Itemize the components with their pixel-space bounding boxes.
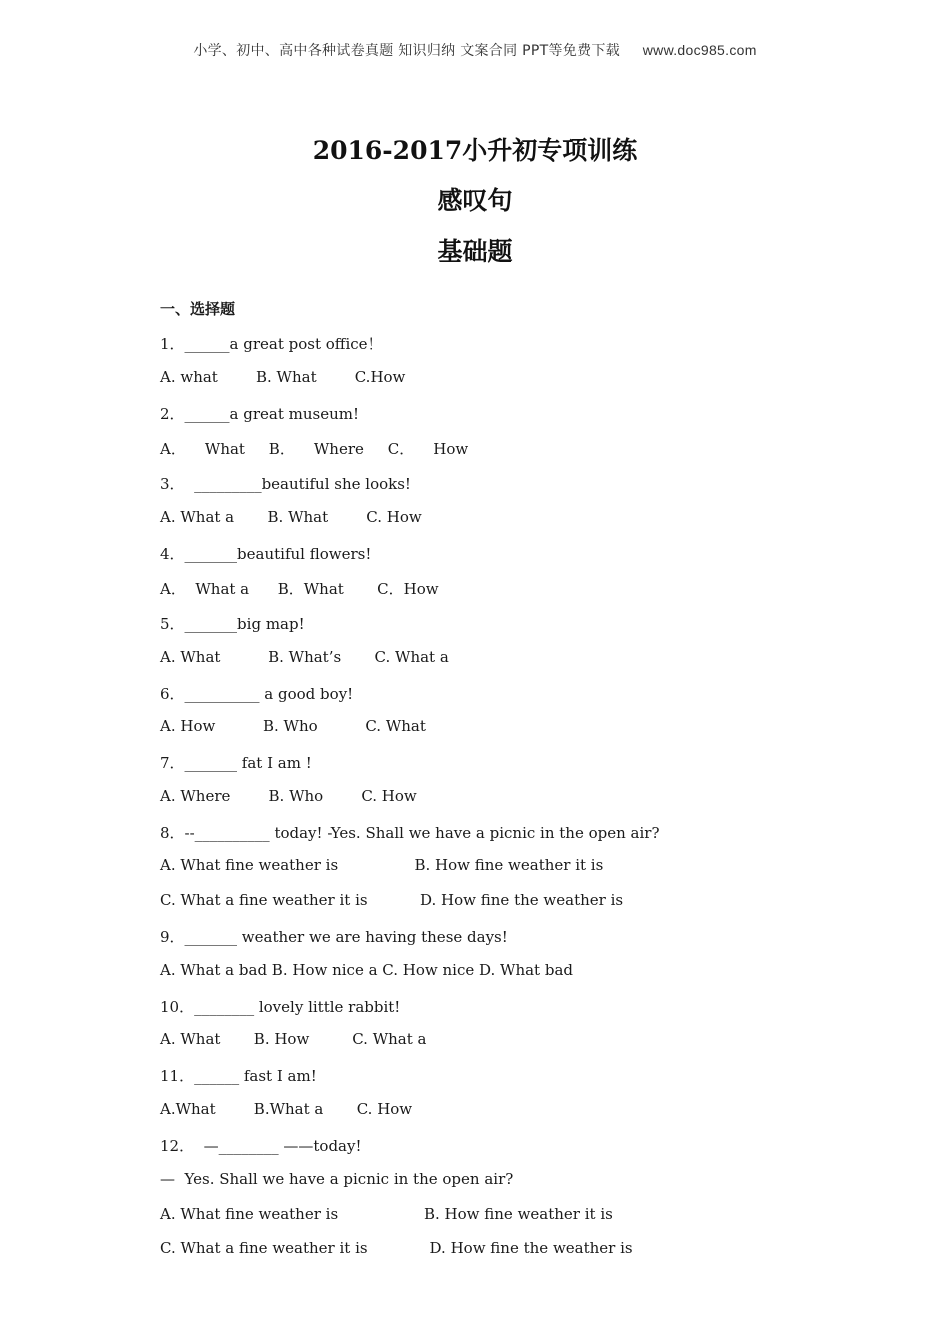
options-4: A． What a B．What C．How <box>160 580 439 598</box>
options-12-ab: A. What fine weather is B. How fine weather it is <box>160 1205 613 1223</box>
options-8-ab: A. What fine weather is B. How fine weather it is <box>160 856 604 874</box>
options-2: A． What B． Where C． How <box>160 440 469 458</box>
question-10: 10．________ lovely little rabbit! <box>160 998 401 1016</box>
options-3: A. What a B. What C. How <box>160 508 422 526</box>
question-8: 8．--__________ today! -Yes. Shall we have a picnic in the open air? <box>160 824 660 842</box>
question-4: 4．_______beautiful flowers! <box>160 545 372 563</box>
page-header <box>0 40 950 60</box>
options-12-cd: C. What a fine weather it is D. How fine the weather is <box>160 1239 633 1257</box>
options-5: A. What B. What’s C. What a <box>160 648 449 666</box>
question-12-reply: — Yes. Shall we have a picnic in the open air? <box>160 1170 514 1188</box>
question-3: 3． _________beautiful she looks! <box>160 475 411 493</box>
question-11: 11．______ fast I am! <box>160 1067 317 1085</box>
section-heading: 一、选择题 <box>160 300 236 318</box>
header-text: 小学、初中、高中各种试卷真题 知识归纳 文案合同 PPT等免费下载 <box>193 43 620 59</box>
options-11: A.What B.What a C. How <box>160 1100 413 1118</box>
question-9: 9．_______ weather we are having these days! <box>160 928 508 946</box>
question-1: 1．______a great post office！ <box>160 335 383 353</box>
document-subtitle: 感叹句 <box>437 186 513 215</box>
options-6: A. How B. Who C. What <box>160 717 426 735</box>
question-12: 12． —________ ——today! <box>160 1137 362 1155</box>
options-9: A. What a bad B. How nice a C. How nice D. What bad <box>160 961 573 979</box>
options-7: A. Where B. Who C. How <box>160 787 417 805</box>
question-6: 6．__________ a good boy! <box>160 685 354 703</box>
header-url[interactable]: www.doc985.com <box>642 42 757 58</box>
question-7: 7．_______ fat I am ! <box>160 754 312 772</box>
document-level: 基础题 <box>437 237 513 266</box>
document-title: 2016-2017小升初专项训练 <box>312 136 638 165</box>
options-8-cd: C. What a fine weather it is D. How fine the weather is <box>160 891 624 909</box>
question-5: 5．_______big map! <box>160 615 305 633</box>
options-10: A. What B. How C. What a <box>160 1030 427 1048</box>
options-1: A. what B. What C.How <box>160 368 406 386</box>
question-2: 2．______a great museum! <box>160 405 360 423</box>
